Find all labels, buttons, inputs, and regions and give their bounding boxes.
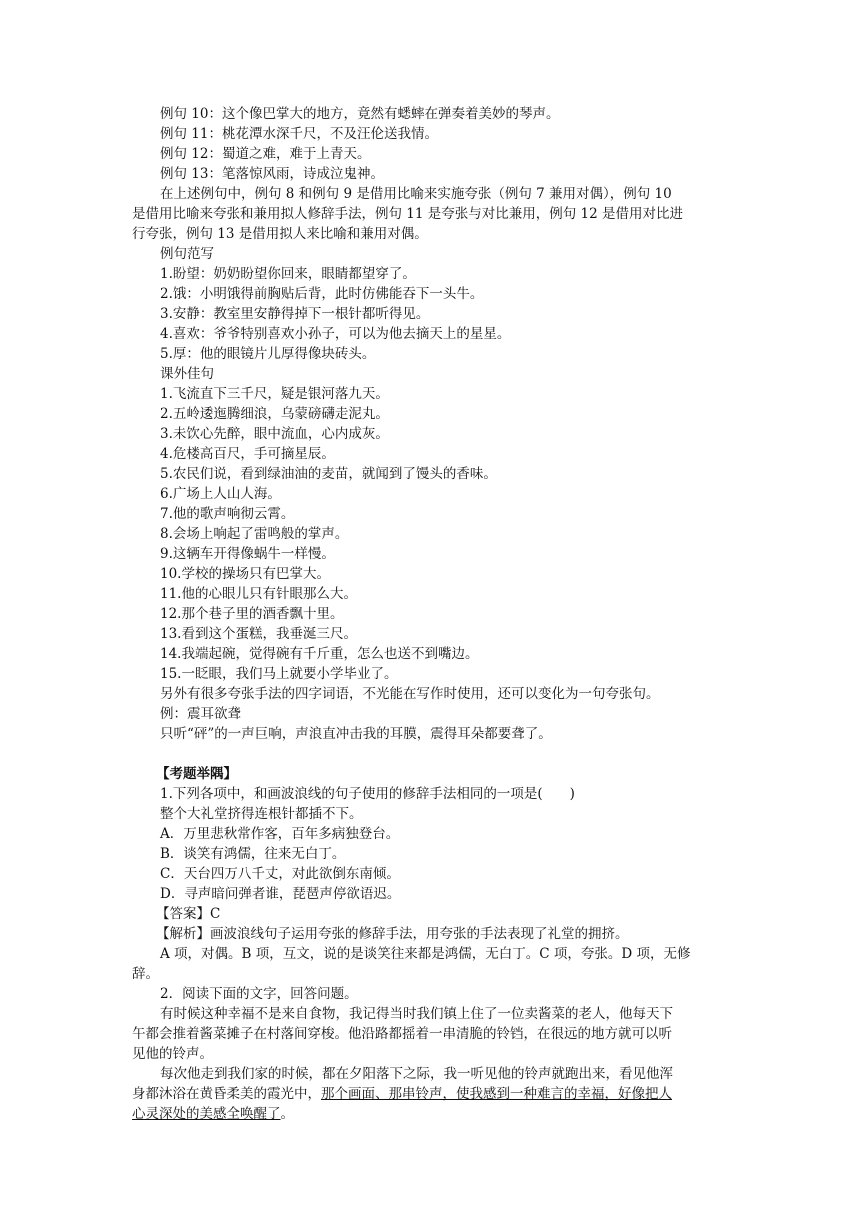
text-line <box>132 1084 722 1104</box>
line-text: 例句 12：蜀道之难，难于上青天。 <box>160 146 371 162</box>
text-line <box>160 364 750 384</box>
text-line <box>160 284 750 304</box>
line-text: 【考题举隅】 <box>156 766 237 782</box>
line-text: 2．阅读下面的文字，回答问题。 <box>160 986 358 1002</box>
line-text: 见他的铃声。 <box>132 1046 213 1062</box>
line-text: 身都沐浴在黄昏柔美的霞光中， <box>132 1086 321 1102</box>
line-text: 行夸张，例句 13 是借用拟人来比喻和兼用对偶。 <box>132 226 428 242</box>
text-line <box>132 224 722 244</box>
text-line <box>160 844 750 864</box>
text-line <box>160 804 750 824</box>
line-text: 有时候这种幸福不是来自食物，我记得当时我们镇上住了一位卖酱菜的老人，他每天下 <box>160 1006 673 1022</box>
line-text: 7.他的歌声响彻云霄。 <box>160 506 295 522</box>
text-line <box>160 644 750 664</box>
text-line <box>132 1104 722 1124</box>
line-text: 例句范写 <box>160 246 214 262</box>
text-line <box>160 424 750 444</box>
line-text: 3.未饮心先醉，眼中流血，心内成灰。 <box>160 426 389 442</box>
line-text: 在上述例句中，例句 8 和例句 9 是借用比喻来实施夸张（例句 7 兼用对偶），例句 10 <box>160 186 672 202</box>
text-line <box>160 584 750 604</box>
line-text: 2.五岭逶迤腾细浪，乌蒙磅礴走泥丸。 <box>160 406 389 422</box>
text-line <box>160 604 750 624</box>
line-text: 课外佳句 <box>160 366 214 382</box>
text-line <box>160 544 750 564</box>
line-text: 5.厚：他的眼镜片儿厚得像块砖头。 <box>160 346 376 362</box>
text-line <box>160 784 750 804</box>
line-text: 12.那个巷子里的酒香飘十里。 <box>160 606 344 622</box>
line-text: C．天台四万八千丈，对此欲倒东南倾。 <box>160 866 400 882</box>
text-line <box>156 904 746 924</box>
line-text: 3.安静：教室里安静得掉下一根针都听得见。 <box>160 306 430 322</box>
text-line <box>160 504 750 524</box>
underlined-text: 心灵深处的美感全唤醒了 <box>132 1106 281 1122</box>
text-line <box>160 684 750 704</box>
text-line <box>160 444 750 464</box>
line-text: A．万里悲秋常作客，百年多病独登台。 <box>160 826 400 842</box>
line-text: 1.下列各项中，和画波浪线的句子使用的修辞手法相同的一项是( ) <box>160 786 575 802</box>
text-line <box>160 324 750 344</box>
text-line <box>160 304 750 324</box>
text-line <box>160 944 750 964</box>
text-line <box>160 184 750 204</box>
line-text: 4.危楼高百尺，手可摘星辰。 <box>160 446 335 462</box>
text-line <box>156 764 746 784</box>
text-line <box>160 464 750 484</box>
line-text: 11.他的心眼儿只有针眼那么大。 <box>160 586 357 602</box>
line-text: 每次他走到我们家的时候，都在夕阳落下之际，我一听见他的铃声就跑出来，看见他浑 <box>160 1066 673 1082</box>
text-line <box>160 524 750 544</box>
line-text: 例句 10：这个像巴掌大的地方，竟然有蟋蟀在弹奏着美妙的琴声。 <box>160 106 560 122</box>
line-text: A 项，对偶。B 项，互文，说的是谈笑往来都是鸿儒，无白丁。C 项，夸张。D 项，无修 <box>160 946 691 962</box>
text-line <box>160 624 750 644</box>
line-text: B．谈笑有鸿儒，往来无白丁。 <box>160 846 346 862</box>
text-line <box>132 1024 722 1044</box>
line-text: 2.饿：小明饿得前胸贴后背，此时仿佛能吞下一头牛。 <box>160 286 484 302</box>
line-text: 只听“砰”的一声巨响，声浪直冲击我的耳膜，震得耳朵都要聋了。 <box>160 726 552 742</box>
line-text: 例：震耳欲聋 <box>160 706 241 722</box>
line-text: 6.广场上人山人海。 <box>160 486 281 502</box>
text-line <box>160 244 750 264</box>
text-line <box>160 124 750 144</box>
text-line <box>160 144 750 164</box>
line-text: 例句 13：笔落惊风雨，诗成泣鬼神。 <box>160 166 384 182</box>
line-text: 8.会场上响起了雷鸣般的掌声。 <box>160 526 349 542</box>
text-line <box>160 864 750 884</box>
line-text: 是借用比喻来夸张和兼用拟人修辞手法，例句 11 是夸张与对比兼用，例句 12 是借用对比进 <box>132 206 684 222</box>
text-line <box>160 164 750 184</box>
line-text: 整个大礼堂挤得连根针都插不下。 <box>160 806 363 822</box>
text-line <box>132 204 722 224</box>
line-text: D．寻声暗问弹者谁，琵琶声停欲语迟。 <box>160 886 401 902</box>
line-text: 4.喜欢：爷爷特别喜欢小孙子，可以为他去摘天上的星星。 <box>160 326 511 342</box>
text-line <box>160 1064 750 1084</box>
text-line <box>156 924 746 944</box>
text-line <box>160 564 750 584</box>
text-line <box>160 724 750 744</box>
line-text: 1.飞流直下三千尺，疑是银河落九天。 <box>160 386 389 402</box>
text-line <box>160 484 750 504</box>
text-line <box>160 1004 750 1024</box>
line-text: 午都会推着酱菜摊子在村落间穿梭。他沿路都摇着一串清脆的铃铛，在很远的地方就可以听 <box>132 1026 672 1042</box>
line-text: 1.盼望：奶奶盼望你回来，眼睛都望穿了。 <box>160 266 416 282</box>
line-text: 【答案】C <box>156 906 221 922</box>
text-line <box>132 1044 722 1064</box>
text-line <box>160 264 750 284</box>
underlined-text: 那个画面、那串铃声，使我感到一种难言的幸福，好像把人 <box>321 1086 672 1102</box>
text-line <box>160 344 750 364</box>
text-line <box>160 984 750 1004</box>
line-text: 14.我端起碗，觉得碗有千斤重，怎么也送不到嘴边。 <box>160 646 479 662</box>
text-line <box>160 884 750 904</box>
line-text: 辞。 <box>132 966 159 982</box>
line-tail: 。 <box>280 1106 294 1122</box>
text-line <box>160 704 750 724</box>
text-line <box>160 384 750 404</box>
text-line <box>160 104 750 124</box>
line-text: 13.看到这个蛋糕，我垂涎三尺。 <box>160 626 357 642</box>
line-text: 9.这辆车开得像蜗牛一样慢。 <box>160 546 335 562</box>
line-text: 【解析】画波浪线句子运用夸张的修辞手法，用夸张的手法表现了礼堂的拥挤。 <box>156 926 629 942</box>
line-text: 15.一眨眼，我们马上就要小学毕业了。 <box>160 666 398 682</box>
text-line <box>132 964 722 984</box>
text-line <box>160 824 750 844</box>
text-line <box>160 664 750 684</box>
line-text: 10.学校的操场只有巴掌大。 <box>160 566 330 582</box>
line-text: 另外有很多夸张手法的四字词语，不光能在写作时使用，还可以变化为一句夸张句。 <box>160 686 660 702</box>
line-text: 5.农民们说，看到绿油油的麦苗，就闻到了馒头的香味。 <box>160 466 497 482</box>
text-line <box>160 404 750 424</box>
line-text: 例句 11：桃花潭水深千尺，不及汪伦送我情。 <box>160 126 438 142</box>
